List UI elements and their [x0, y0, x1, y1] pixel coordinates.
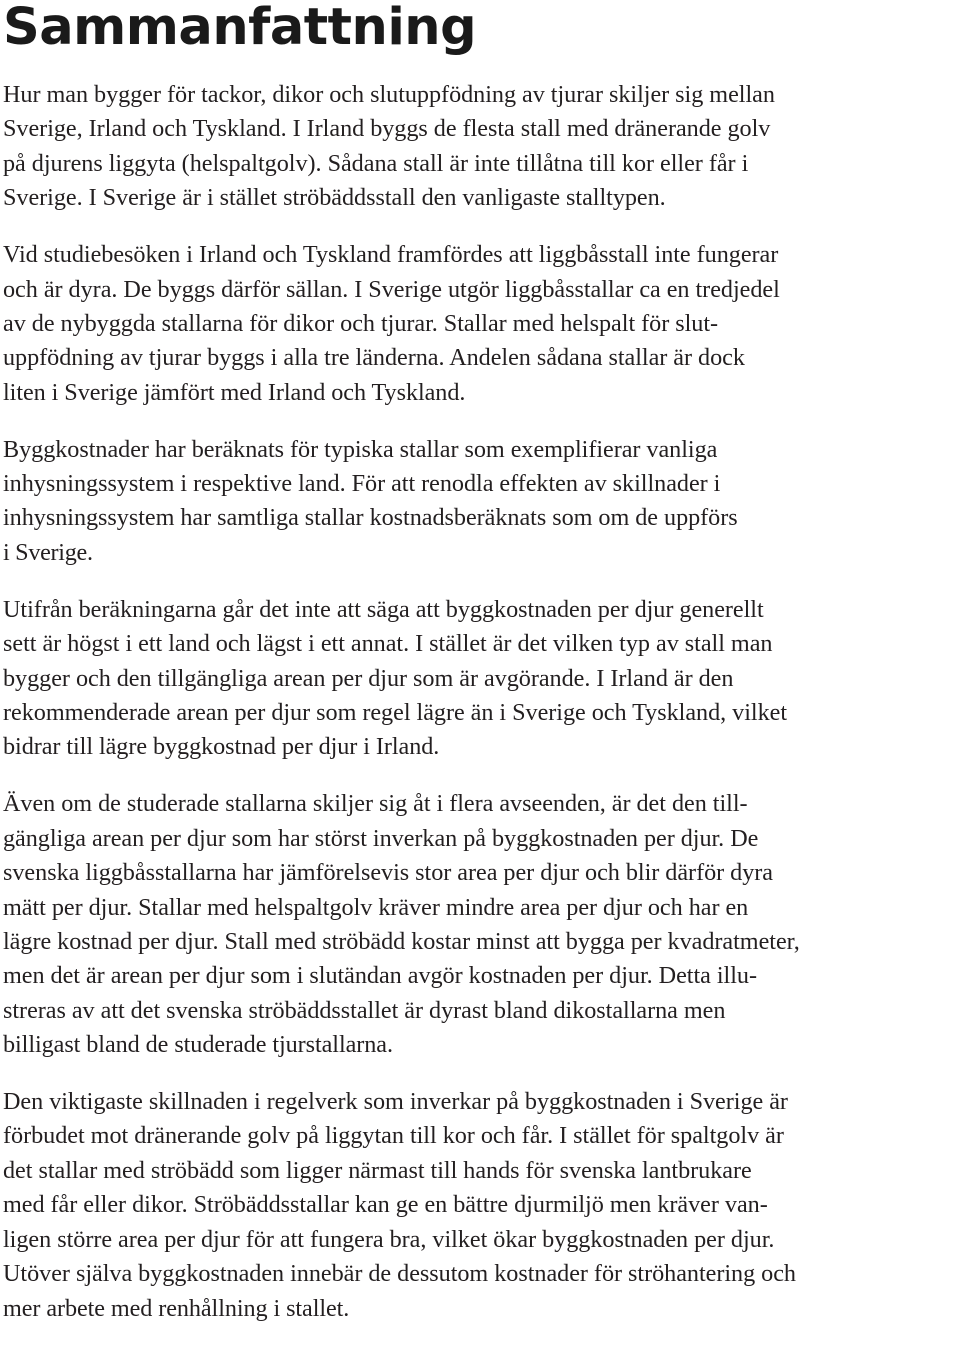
text-line: Sverige, Irland och Tyskland. I Irland byggs de flesta stall med dränerande golv	[3, 115, 771, 143]
page-title: Sammanfattning	[3, 0, 477, 57]
text-line: lägre kostnad per djur. Stall med ströbädd kostar minst att bygga per kvadratmeter,	[3, 927, 800, 955]
text-line: gängliga arean per djur som har störst inverkan på byggkostnaden per djur. De	[3, 824, 759, 852]
text-line: förbudet mot dränerande golv på liggytan till kor och får. I stället för spaltgolv är	[3, 1122, 784, 1150]
text-line: Vid studiebesöken i Irland och Tyskland framfördes att liggbåsstall inte fungerar	[3, 241, 779, 269]
text-line: men det är arean per djur som i slutändan avgör kostnaden per djur. Detta illu-	[3, 962, 757, 990]
text-line: Utöver själva byggkostnaden innebär de dessutom kostnader för ströhantering och	[3, 1260, 796, 1288]
text-line: inhysningssystem i respektive land. För att renodla effekten av skillnader i	[3, 470, 721, 498]
text-line: Utifrån beräkningarna går det inte att säga att byggkostnaden per djur generellt	[3, 595, 764, 623]
text-line: uppfödning av tjurar byggs i alla tre länderna. Andelen sådana stallar är dock	[3, 344, 745, 372]
text-line: bygger och den tillgängliga arean per djur som är avgörande. I Irland är den	[3, 664, 734, 692]
text-line: och är dyra. De byggs därför sällan. I Sverige utgör liggbåsstallar ca en tredjedel	[3, 275, 780, 303]
text-line: i Sverige.	[3, 538, 93, 566]
text-line: Sverige. I Sverige är i stället ströbäddsstall den vanligaste stalltypen.	[3, 184, 666, 212]
text-line: Den viktigaste skillnaden i regelverk som inverkar på byggkostnaden i Sverige är	[3, 1088, 788, 1116]
text-line: Hur man bygger för tackor, dikor och slutuppfödning av tjurar skiljer sig mellan	[3, 81, 775, 108]
text-line: av de nybyggda stallarna för dikor och tjurar. Stallar med helspalt för slut-	[3, 309, 719, 337]
paragraph-6	[3, 1085, 956, 1326]
text-line: mer arbete med renhållning i stallet.	[3, 1294, 350, 1322]
text-line: rekommenderade arean per djur som regel lägre än i Sverige och Tyskland, vilket	[3, 699, 788, 726]
paragraph-2	[3, 238, 956, 410]
text-line: sett är högst i ett land och lägst i ett annat. I stället är det vilken typ av stall man	[3, 630, 773, 658]
text-line: inhysningssystem har samtliga stallar kostnadsberäknats som om de uppförs	[3, 504, 738, 532]
paragraph-4	[3, 593, 956, 765]
text-line: det stallar med ströbädd som ligger närmast till hands för svenska lantbrukare	[3, 1156, 752, 1184]
text-line: svenska liggbåsstallarna har jämförelsevis stor area per djur och blir därför dyra	[3, 859, 774, 887]
paragraph-3	[3, 433, 956, 571]
paragraph-5	[3, 787, 956, 1062]
text-line: streras av att det svenska ströbäddsstallet är dyrast bland dikostallarna men	[3, 996, 726, 1024]
text-line: mätt per djur. Stallar med helspaltgolv kräver mindre area per djur och har en	[3, 893, 749, 921]
text-line: liten i Sverige jämfört med Irland och Tyskland.	[3, 378, 466, 406]
text-line: billigast bland de studerade tjurstallarna.	[3, 1031, 393, 1059]
text-line: Även om de studerade stallarna skiljer sig åt i flera avseenden, är det den till-	[3, 790, 748, 818]
summary-body	[3, 78, 956, 1348]
text-line: med får eller dikor. Ströbäddsstallar kan ge en bättre djurmiljö men kräver van-	[3, 1191, 768, 1219]
text-line: ligen större area per djur för att fungera bra, vilket ökar byggkostnaden per djur.	[3, 1225, 775, 1253]
text-line: på djurens liggyta (helspaltgolv). Sådana stall är inte tillåtna till kor eller får i	[3, 149, 749, 177]
text-line: Byggkostnader har beräknats för typiska stallar som exemplifierar vanliga	[3, 435, 718, 463]
text-line: bidrar till lägre byggkostnad per djur i Irland.	[3, 733, 440, 761]
paragraph-1	[3, 78, 956, 216]
